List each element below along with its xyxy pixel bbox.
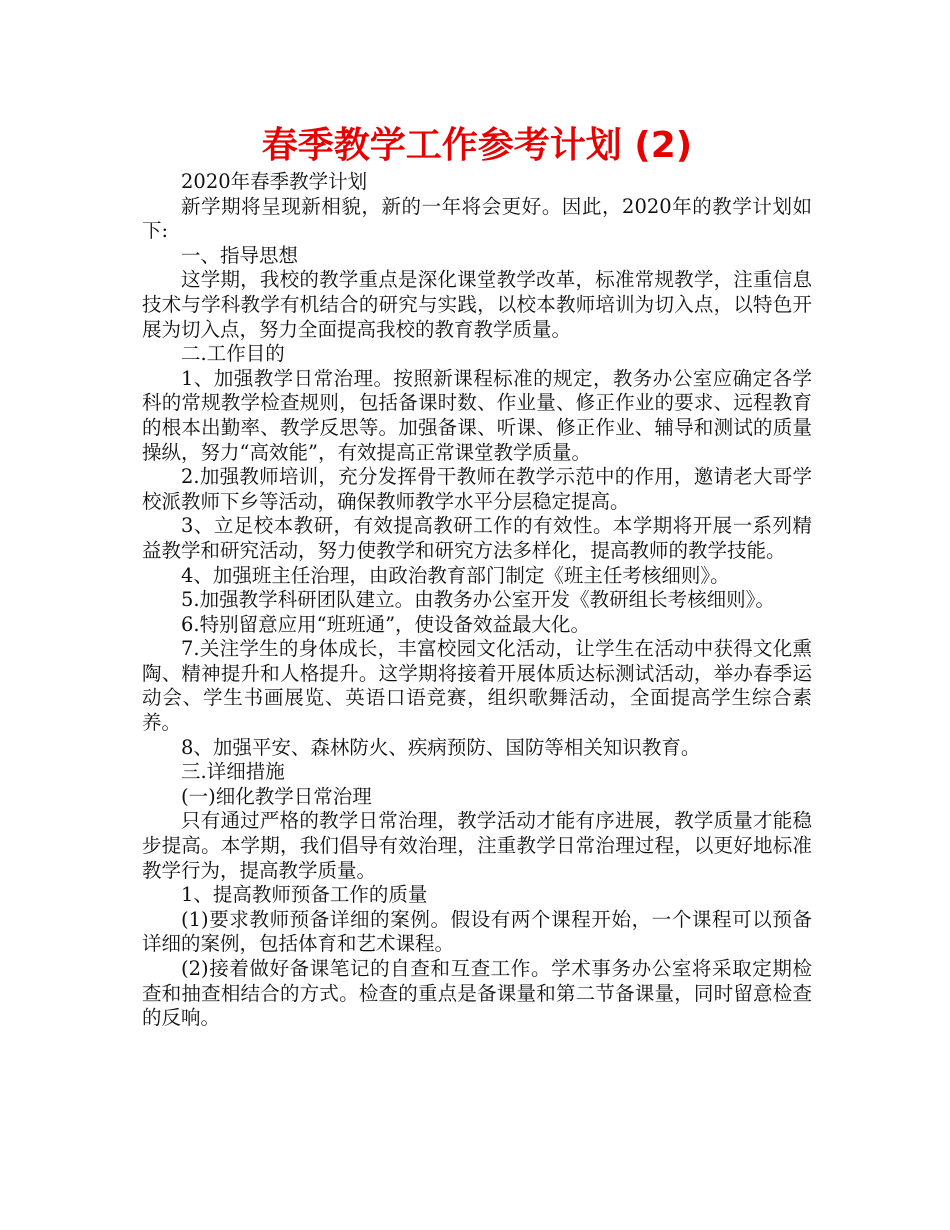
paragraph-heading: 2020年春季教学计划 bbox=[181, 170, 368, 193]
paragraph: 1、加强教学日常治理。按照新课程标准的规定，教务办公室应确定各学科的常规教学检查规则，包括备课时数、作业量、修正作业的要求、远程教育的根本出勤率、教学反思等。加强备课、听课、修正作业、辅导和测试的质量操纵，努力“高效能”，有效提高正常课堂教学质量。 bbox=[142, 366, 812, 464]
paragraph: 4、加强班主任治理，由政治教育部门制定《班主任考核细则》。 bbox=[181, 563, 730, 587]
document-page bbox=[142, 122, 812, 1031]
section-heading: 二.工作目的 bbox=[181, 342, 285, 366]
paragraph: (2)接着做好备课笔记的自查和互查工作。学术事务办公室将采取定期检查和抽查相结合的方式。检查的重点是备课量和第二节备课量，同时留意检查的反响。 bbox=[142, 957, 812, 1030]
paragraph: 2.加强教师培训，充分发挥骨干教师在教学示范中的作用，邀请老大哥学校派教师下乡等活动，确保教师教学水平分层稳定提高。 bbox=[142, 465, 812, 513]
paragraph: 3、立足校本教研，有效提高教研工作的有效性。本学期将开展一系列精益教学和研究活动，努力使教学和研究方法多样化，提高教师的教学技能。 bbox=[142, 514, 812, 562]
paragraph: 只有通过严格的教学日常治理，教学活动才能有序进展，教学质量才能稳步提高。本学期，我们倡导有效治理，注重教学日常治理过程，以更好地标准教学行为，提高教学质量。 bbox=[142, 809, 812, 882]
paragraph: 7.关注学生的身体成长，丰富校园文化活动，让学生在活动中获得文化熏陶、精神提升和人格提升。这学期将接着开展体质达标测试活动，举办春季运动会、学生书画展览、英语口语竞赛，组织歌舞活动，全面提高学生综合素养。 bbox=[142, 637, 812, 735]
section-heading: 一、指导思想 bbox=[181, 243, 299, 267]
paragraph: 新学期将呈现新相貌，新的一年将会更好。因此，2020年的教学计划如下: bbox=[142, 194, 812, 243]
document-title: 春季教学工作参考计划 (2) bbox=[261, 125, 693, 166]
subsection-heading: (一)细化教学日常治理 bbox=[181, 784, 372, 808]
paragraph: 8、加强平安、森林防火、疾病预防、国防等相关知识教育。 bbox=[181, 735, 701, 759]
section-heading: 三.详细措施 bbox=[181, 760, 285, 784]
paragraph: (1)要求教师预备详细的案例。假设有两个课程开始，一个课程可以预备详细的案例，包括体育和艺术课程。 bbox=[142, 907, 812, 956]
document-body bbox=[142, 170, 812, 1031]
subsection-heading: 1、提高教师预备工作的质量 bbox=[181, 883, 428, 907]
paragraph: 6.特别留意应用“班班通”，使设备效益最大化。 bbox=[181, 612, 591, 636]
paragraph: 5.加强教学科研团队建立。由教务办公室开发《教研组长考核细则》。 bbox=[181, 588, 775, 612]
paragraph: 这学期，我校的教学重点是深化课堂教学改革，标准常规教学，注重信息技术与学科教学有机结合的研究与实践，以校本教师培训为切入点，以特色开展为切入点，努力全面提高我校的教育教学质量。 bbox=[142, 268, 812, 341]
